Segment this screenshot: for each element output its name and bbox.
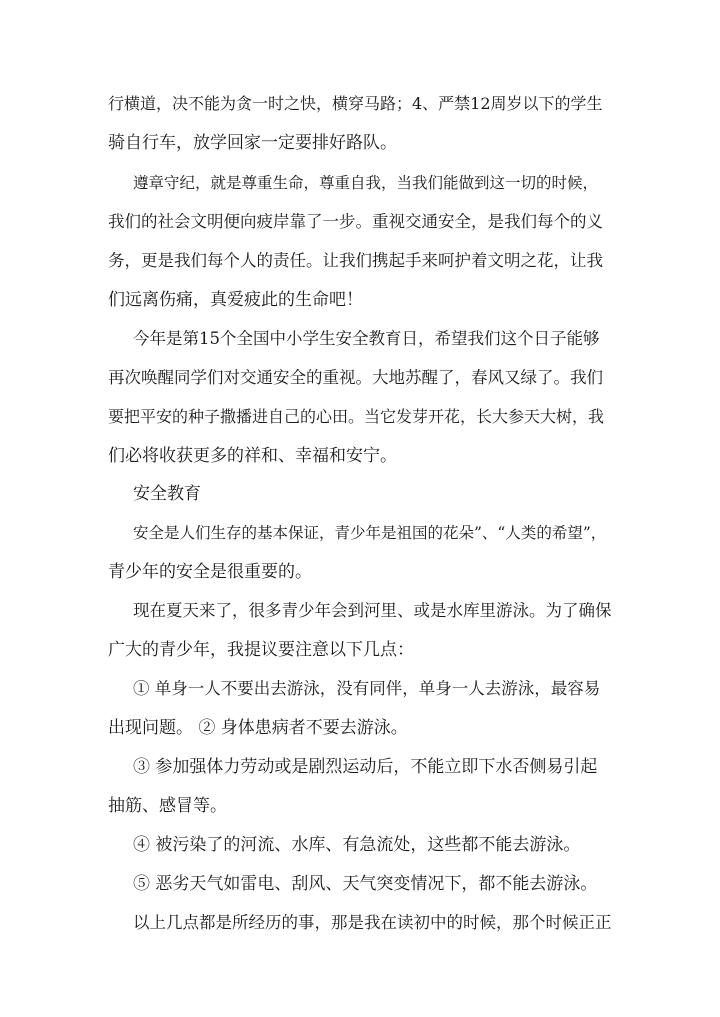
text-line-14: 现在夏天来了，很多青少年会到河里、或是水库里游泳。为了确保 xyxy=(133,601,612,620)
list-item-1-cont: 出现问题。 ② 身体患病者不要去游泳。 xyxy=(108,718,408,738)
list-item-5: ⑤ 恶劣天气如雷电、刮风、天气突变情况下，都不能去游泳。 xyxy=(133,874,598,894)
text-line-3: 遵章守纪，就是尊重生命，尊重自我，当我们能做到这一切的时候， xyxy=(133,174,599,192)
text-line-22: 以上几点都是所经历的事，那是我在读初中的时候，那个时候正正 xyxy=(133,913,612,932)
text-line-7: 今年是第15个全国中小学生安全教育日，希望我们这个日子能够 xyxy=(133,329,600,348)
text-line-8: 再次唤醒同学们对交通安全的重视。大地苏醒了，春风又绿了。我们 xyxy=(108,368,603,387)
text-line-9: 要把平安的种子撒播进自己的心田。当它发芽开花，长大参天大树，我 xyxy=(108,407,605,426)
list-item-3-cont: 抽筋、感冒等。 xyxy=(108,796,227,816)
text-line-4: 我们的社会文明便向疲岸靠了一步。重视交通安全，是我们每个的义 xyxy=(108,212,603,231)
text-line-2: 骑自行车，放学回家一定要排好路队。 xyxy=(108,133,397,153)
text-line-5: 务，更是我们每个人的责任。让我们携起手来呵护着文明之花，让我 xyxy=(108,251,603,270)
list-item-4: ④ 被污染了的河流、水库、有急流处，这些都不能去游泳。 xyxy=(133,835,581,855)
section-heading: 安全教育 xyxy=(133,484,201,504)
text-line-10: 们必将收获更多的祥和、幸福和安宁。 xyxy=(108,446,397,466)
list-item-1: ① 单身一人不要出去游泳，没有同伴，单身一人去游泳，最容易 xyxy=(133,679,601,698)
list-item-3: ③ 参加强体力劳动或是剧烈运动后，不能立即下水否侧易引起 xyxy=(133,757,598,777)
text-line-12: 安全是人们生存的基本保证，青少年是祖国的花朵”、“人类的希望”， xyxy=(133,524,607,542)
text-line-6: 们远离伤痛，真爱疲此的生命吧！ xyxy=(108,290,363,310)
text-line-15: 广大的青少年，我提议要注意以下几点： xyxy=(108,640,414,660)
text-line-1: 行横道，决不能为贪一时之快，横穿马路；4、严禁12周岁以下的学生 xyxy=(108,94,603,113)
text-line-13: 青少年的安全是很重要的。 xyxy=(108,562,312,582)
